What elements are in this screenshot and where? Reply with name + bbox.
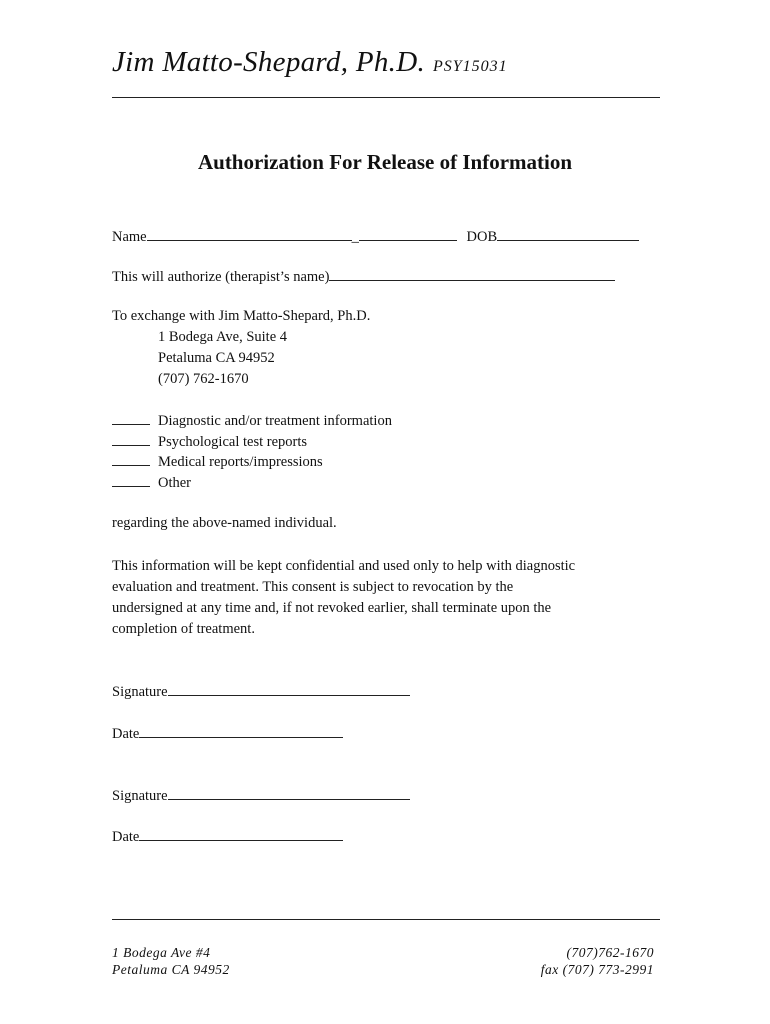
address-line: Petaluma CA 94952 <box>158 350 275 366</box>
checklist-label: Psychological test reports <box>158 434 308 450</box>
practitioner-name: Jim Matto-Shepard, Ph.D. <box>112 46 425 78</box>
signature-row <box>112 681 410 701</box>
authorize-row <box>112 266 615 286</box>
phone-line: (707) 762-1670 <box>158 371 249 387</box>
checklist-item <box>112 453 323 471</box>
checklist-blank[interactable] <box>112 474 150 487</box>
checklist-item <box>112 433 307 451</box>
footer-fax: fax (707) 773-2991 <box>540 962 654 977</box>
header-rule <box>112 97 660 98</box>
date-label: Date <box>112 829 140 845</box>
date-field[interactable] <box>139 826 343 841</box>
name-field-mark: _ <box>351 229 359 245</box>
checklist-label: Medical reports/impressions <box>158 454 323 470</box>
date-label: Date <box>112 726 140 742</box>
letterhead-name <box>112 46 508 79</box>
footer-rule <box>112 919 660 920</box>
exchange-intro: To exchange with Jim Matto-Shepard, Ph.D. <box>112 308 371 324</box>
checklist-blank[interactable] <box>112 433 150 446</box>
signature-field[interactable] <box>168 785 410 800</box>
name-field-continued[interactable] <box>359 226 457 241</box>
footer-phone: (707)762-1670 <box>566 945 654 960</box>
footer-contact <box>541 944 654 978</box>
checklist-label: Diagnostic and/or treatment information <box>158 413 392 429</box>
signature-label: Signature <box>112 684 168 700</box>
checklist-label: Other <box>158 475 192 491</box>
paragraph-line: This information will be kept confidential and used only to help with diagnostic <box>112 558 576 574</box>
checklist-item <box>112 412 392 430</box>
confidentiality-paragraph <box>112 556 672 640</box>
date-field[interactable] <box>139 723 343 738</box>
paragraph-line: undersigned at any time and, if not revoked earlier, shall terminate upon the <box>112 600 552 616</box>
license-number: PSY15031 <box>433 58 508 75</box>
name-dob-row <box>112 226 639 246</box>
authorize-label: This will authorize (therapist’s name) <box>112 269 330 285</box>
document-title: Authorization For Release of Information <box>197 150 573 174</box>
regarding-text: regarding the above-named individual. <box>112 515 337 531</box>
checklist-blank[interactable] <box>112 453 150 466</box>
therapist-name-field[interactable] <box>329 266 615 281</box>
footer-address <box>112 944 230 978</box>
paragraph-line: evaluation and treatment. This consent is subject to revocation by the <box>112 579 514 595</box>
date-row <box>112 723 343 743</box>
name-label: Name <box>112 229 147 245</box>
footer-address-line: 1 Bodega Ave #4 <box>112 945 211 960</box>
address-line: 1 Bodega Ave, Suite 4 <box>158 329 288 345</box>
signature-label: Signature <box>112 788 168 804</box>
signature-field[interactable] <box>168 681 410 696</box>
date-row <box>112 826 343 846</box>
footer-address-line: Petaluma CA 94952 <box>112 962 230 977</box>
signature-row <box>112 785 410 805</box>
paragraph-line: completion of treatment. <box>112 621 255 637</box>
name-field[interactable] <box>147 226 352 241</box>
checklist-blank[interactable] <box>112 412 150 425</box>
dob-label: DOB <box>466 229 498 245</box>
dob-field[interactable] <box>497 226 639 241</box>
checklist-item <box>112 474 191 492</box>
